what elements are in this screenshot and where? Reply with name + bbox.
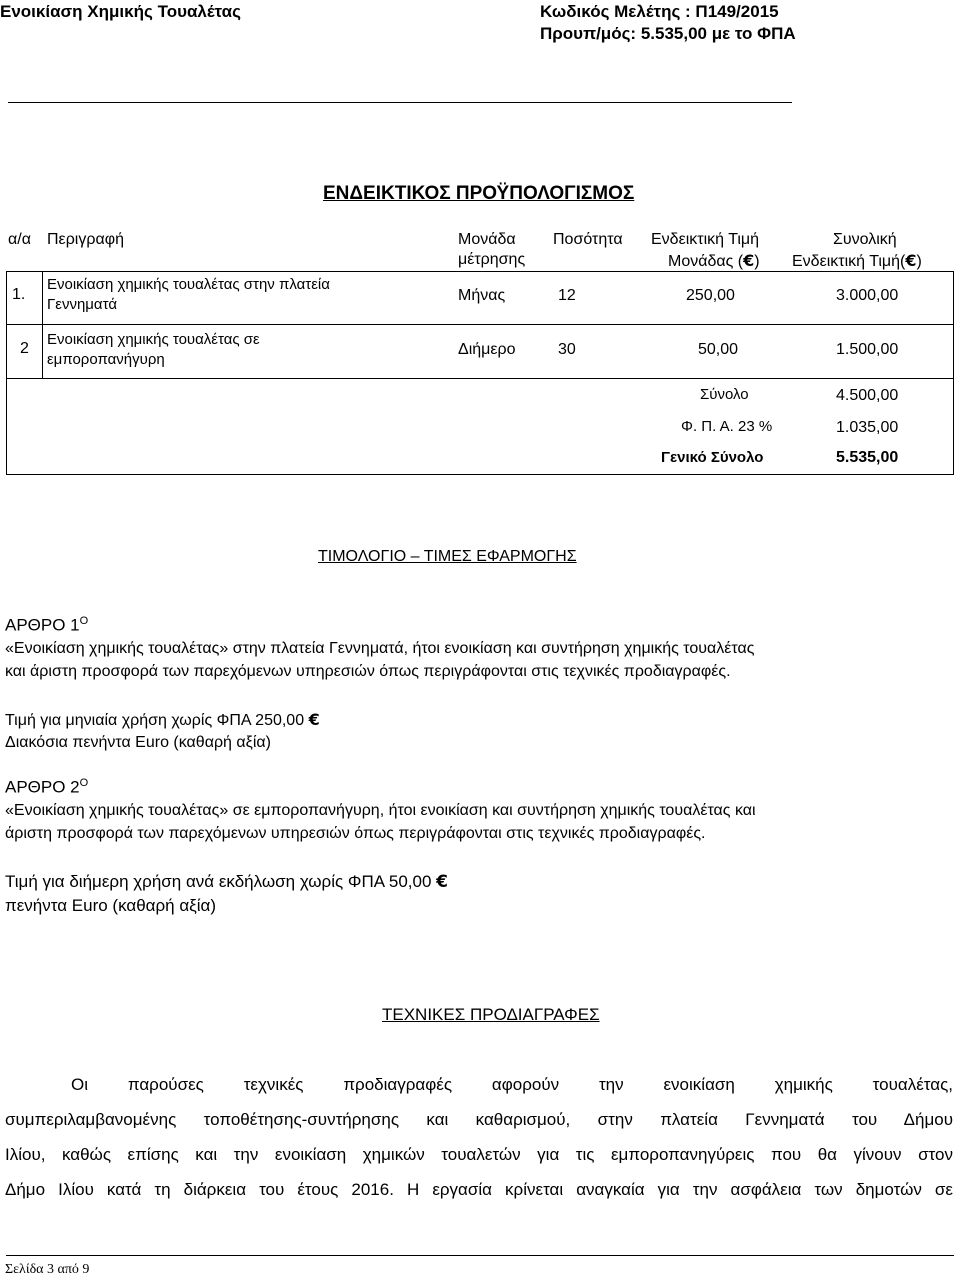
row-qty: 30: [558, 341, 576, 358]
euro-icon: €: [743, 251, 755, 270]
table-right: [953, 271, 954, 475]
col-quantity: Ποσότητα: [553, 231, 623, 248]
footer-rule: [6, 1255, 954, 1256]
grand-total-label: Γενικό Σύνολο: [661, 449, 764, 466]
document-title: Ενοικίαση Χημικής Τουαλέτας: [0, 2, 241, 21]
vat-value: 1.035,00: [836, 419, 899, 436]
row-qty: 12: [558, 287, 576, 304]
subtotal-label: Σύνολο: [700, 386, 749, 403]
article-2-title: ΑΡΘΡΟ $2^O$: [5, 777, 89, 797]
article-2-desc: «Ενοικίαση χημικής τουαλέτας» σε εμποροπανήγυρη, ήτοι ενοικίαση και συντήρηση χημικής τουαλέτας και: [5, 802, 756, 819]
col-unit-l2: μέτρησης: [458, 251, 526, 268]
col-description: Περιγραφή: [47, 231, 124, 248]
row-desc: Ενοικίαση χημικής τουαλέτας στην πλατεία: [47, 276, 330, 293]
col-unit-price-l2: Μονάδας (€): [668, 251, 760, 270]
row-desc: Γεννηματά: [47, 296, 117, 313]
grand-total-value: 5.535,00: [836, 449, 899, 466]
article-1-title: ΑΡΘΡΟ $1^O$: [5, 615, 89, 635]
study-code: Κωδικός Μελέτης : Π149/2015: [540, 2, 779, 21]
table-left: [6, 271, 7, 475]
tech-specs-line: Ιλίου, καθώς επίσης και την ενοικίαση χημικών τουαλετών για τις εμποροπανηγύρεις που θα γίνουν στον: [5, 1145, 953, 1164]
euro-icon: €: [436, 872, 449, 892]
row-total: 1.500,00: [836, 341, 899, 358]
row-desc: εμποροπανήγυρη: [47, 351, 165, 368]
article-2-desc: άριστη προσφορά των παρεχόμενων υπηρεσιών όπως περιγράφονται στις τεχνικές προδιαγραφές.: [5, 825, 706, 842]
col-unit-l1: Μονάδα: [458, 231, 516, 248]
page-number: Σελίδα 3 από 9: [5, 1262, 90, 1277]
col-total-l2: Ενδεικτική Τιμή(€): [792, 251, 922, 270]
article-1-desc: «Ενοικίαση χημικής τουαλέτας» στην πλατεία Γεννηματά, ήτοι ενοικίαση και συντήρηση χημικής τουαλέτας: [5, 640, 755, 657]
tech-specs-line: συμπεριλαμβανομένης τοποθέτησης-συντήρησης και καθαρισμού, στην πλατεία Γεννηματά του Δήμου: [5, 1110, 953, 1129]
header-rule: [8, 102, 792, 103]
vat-label: Φ. Π. Α. 23 %: [681, 418, 773, 435]
budget-total: Προυπ/μός: 5.535,00 με το ΦΠΑ: [540, 24, 796, 43]
row-price: 50,00: [698, 341, 739, 358]
row-aa: 2: [20, 340, 29, 357]
tech-specs-line: Οι παρούσες τεχνικές προδιαγραφές αφορούν την ενοικίαση χημικής τουαλέτας,: [71, 1075, 953, 1094]
col-unit-price-l1: Ενδεικτική Τιμή: [651, 231, 760, 248]
article-1-price: Τιμή για μηνιαία χρήση χωρίς ΦΠΑ 250,00 €: [5, 710, 320, 729]
price-list-heading: ΤΙΜΟΛΟΓΙΟ – ΤΙΜΕΣ ΕΦΑΡΜΟΓΗΣ: [318, 548, 577, 565]
subtotal-value: 4.500,00: [836, 387, 899, 404]
table-bottom: [6, 474, 954, 475]
tech-specs-line: Δήμο Ιλίου κατά τη διάρκεια του έτους 2016. Η εργασία κρίνεται αναγκαία για την ασφάλεια των δημοτών σε: [5, 1180, 953, 1199]
euro-icon: €: [308, 710, 320, 729]
row-total: 3.000,00: [836, 287, 899, 304]
row-desc: Ενοικίαση χημικής τουαλέτας σε: [47, 331, 260, 348]
col-total-l1: Συνολική: [833, 231, 897, 248]
euro-icon: €: [905, 251, 917, 270]
row-divider: [6, 271, 954, 272]
row-unit: Διήμερο: [458, 341, 516, 358]
budget-heading: ΕΝΔΕΙΚΤΙΚΟΣ ΠΡΟΫΠΟΛΟΓΙΣΜΟΣ: [323, 183, 635, 204]
article-1-price-words: Διακόσια πενήντα Euro (καθαρή αξία): [5, 734, 271, 751]
article-2-price-words: πενήντα Euro (καθαρή αξία): [5, 896, 217, 915]
row-aa: 1.: [12, 286, 26, 303]
article-1-desc: και άριστη προσφορά των παρεχόμενων υπηρεσιών όπως περιγράφονται στις τεχνικές προδιαγραφές.: [5, 663, 731, 680]
row-unit: Μήνας: [458, 287, 506, 304]
row-price: 250,00: [686, 287, 735, 304]
col-aa: α/α: [8, 231, 31, 248]
article-2-price: Τιμή για διήμερη χρήση ανά εκδήλωση χωρίς ΦΠΑ 50,00 €: [5, 872, 449, 892]
row-divider: [6, 378, 954, 379]
tech-specs-heading: ΤΕΧΝΙΚΕΣ ΠΡΟΔΙΑΓΡΑΦΕΣ: [382, 1005, 600, 1024]
col-divider: [42, 271, 43, 379]
row-divider: [6, 324, 954, 325]
